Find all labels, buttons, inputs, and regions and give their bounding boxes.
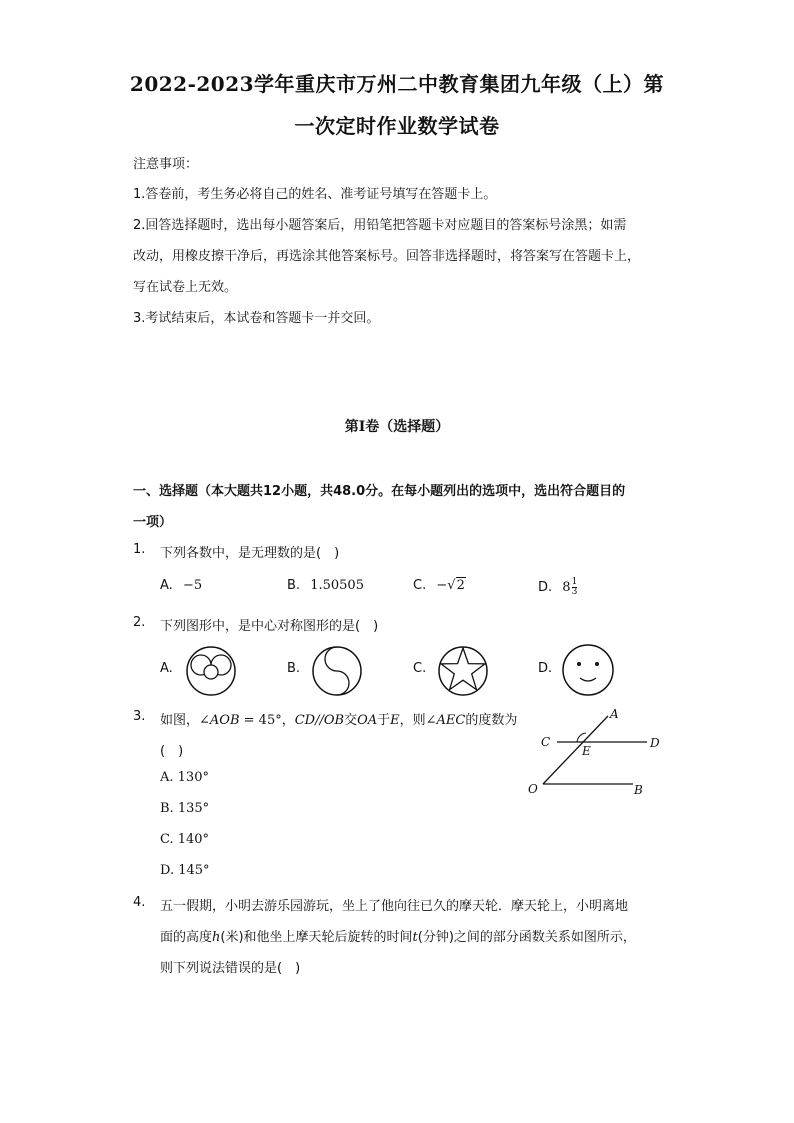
label-o: O [528,782,538,796]
q3-option-a: A. 130° [160,770,209,785]
q1-option-c-label: C. [413,578,427,593]
q3-text-part-3: 交 [344,713,358,728]
notes-heading: 注意事项： [133,157,199,172]
q1-number: 1. [133,542,146,557]
section-title: 第I卷（选择题） [344,419,450,435]
q1-option-c [413,578,466,593]
q2-option-c-label: C. [413,661,427,676]
q2-number: 2. [133,615,146,630]
notes-item-2-line-2: 改动，用橡皮擦干净后，再选涂其他答案标号。回答非选择题时，将答案写在答题卡上， [133,249,641,264]
q1-option-a-label: A. [160,578,173,593]
q3-angle-aec: ∠AEC [425,713,466,728]
q3-text-part-1: 如图， [160,713,200,728]
q1-option-b [287,578,364,593]
q1-option-d [538,578,577,597]
q3-answer-paren: ( ) [160,744,184,759]
notes-item-1: 1.答卷前，考生务必将自己的姓名、准考证号填写在答题卡上。 [133,187,497,202]
q1-option-a-value: −5 [182,578,203,593]
page-title-line-1: 2022-2023学年重庆市万州二中教育集团九年级（上）第 [129,72,665,96]
q3-text-part-5: ，则 [399,713,426,728]
label-b: B [634,783,643,797]
q4-number: 4. [133,895,146,910]
q4-line-2-part-2: (米)和他坐上摩天轮后旋转的时间 [220,930,413,945]
q2-option-c-star-icon [437,645,489,697]
q3-text [160,709,517,728]
q1-option-a [160,578,202,593]
q1-option-c-sign: − [436,578,448,593]
q4-line-1: 五一假期，小明去游乐园游玩，坐上了他向往已久的摩天轮．摩天轮上，小明离地 [160,899,629,914]
q3-angle-aob: ∠AOB [199,713,240,728]
q4-line-2-part-1: 面的高度 [160,930,213,945]
q2-option-d-label: D. [538,661,553,676]
q1-option-d-fraction [572,578,578,597]
q3-segment-oa: OA [357,713,378,728]
q2-text: 下列图形中，是中心对称图形的是( ) [160,619,379,634]
q3-text-part-6: 的度数为 [465,713,518,728]
label-c: C [541,735,551,749]
q3-geometry-figure [520,702,680,802]
q1-option-b-label: B. [287,578,301,593]
q1-option-c-radicand: 2 [456,578,465,593]
sqrt-symbol-icon: √ [447,578,456,593]
q1-option-d-denominator: 3 [571,587,578,597]
notes-item-3: 3.考试结束后，本试卷和答题卡一并交回。 [133,311,380,326]
q2-option-a-figure-icon [185,645,237,697]
label-e: E [582,744,591,758]
page-title-line-2: 一次定时作业数学试卷 [294,114,500,138]
label-a: A [610,707,619,721]
q1-option-d-label: D. [538,580,553,595]
q3-number: 3. [133,709,146,724]
q2-option-b-yin-yang-icon [311,645,363,697]
section-intro-line-1: 一、选择题（本大题共12小题，共48.0分。在每小题列出的选项中，选出符合题目的 [133,484,626,499]
notes-item-2-line-1: 2.回答选择题时，选出每小题答案后，用铅笔把答题卡对应题目的答案标号涂黑；如需 [133,218,627,233]
q3-point-e: E [390,713,400,728]
label-d: D [650,736,660,750]
q1-option-b-value: 1.50505 [310,578,364,593]
line-oa [543,716,608,784]
q4-line-2 [160,926,636,945]
notes-item-2-line-3: 写在试卷上无效。 [133,280,238,295]
section-intro-line-2: 一项） [133,515,173,530]
q1-option-d-whole: 8 [562,580,571,595]
q1-option-d-numerator: 1 [571,577,578,587]
q4-var-h: h [212,930,221,945]
q2-option-d-smiley-icon [561,643,615,697]
q3-text-part-2: = 45°， [239,713,295,728]
q4-line-3: 则下列说法错误的是( ) [160,961,301,976]
q3-cd-parallel-ob: CD//OB [294,713,345,728]
q2-option-b-label: B. [287,661,301,676]
q1-text: 下列各数中，是无理数的是( ) [160,546,340,561]
q2-option-a-label: A. [160,661,173,676]
q3-option-d: D. 145° [160,863,210,878]
q3-text-part-4: 于 [377,713,391,728]
q3-option-c: C. 140° [160,832,210,847]
q4-line-2-part-3: (分钟)之间的部分函数关系如图所示， [417,930,636,945]
q3-option-b: B. 135° [160,801,210,816]
q4-var-t: t [412,930,418,945]
